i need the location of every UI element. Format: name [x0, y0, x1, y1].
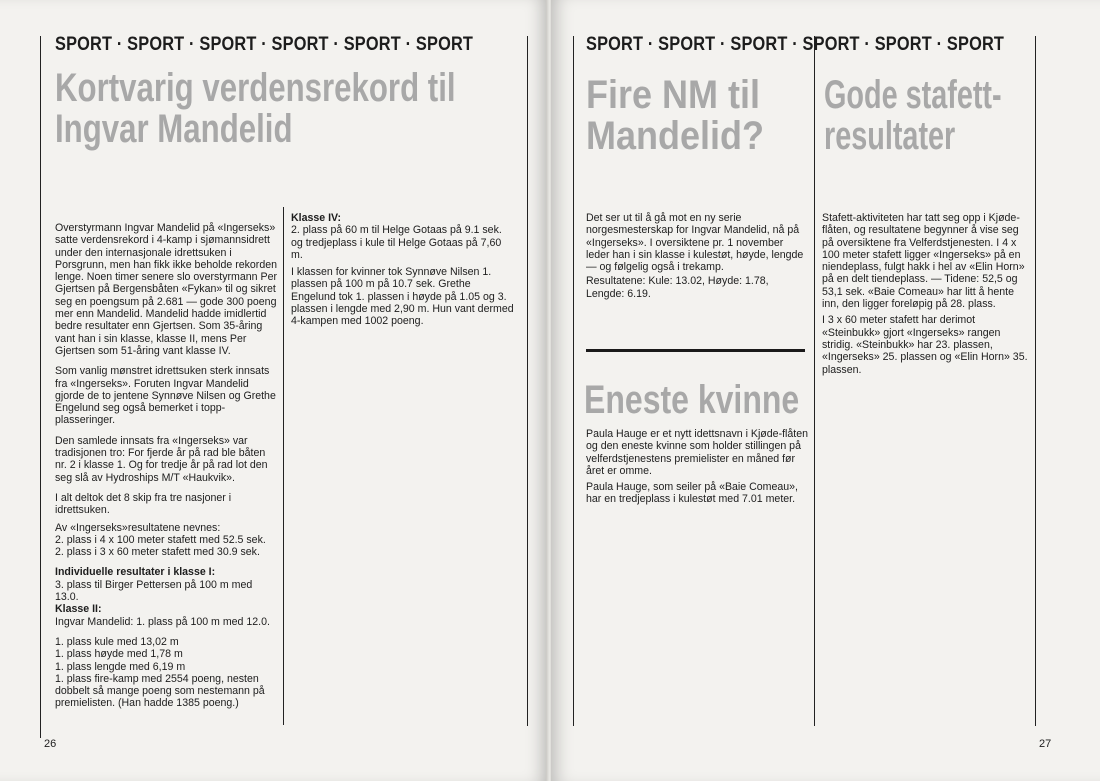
- column-divider: [814, 36, 815, 726]
- paragraph: Paula Hauge, som seiler på «Baie Comeau», har en tredjeplass i kulestøt med 7.01 meter.: [586, 481, 798, 506]
- right-margin-rule: [1035, 36, 1036, 726]
- paragraph: Det ser ut til å gå mot en ny serie norgesmesterskap for Ingvar Mandelid, nå på «Ingerseks». I oversiktene pr. 1 november leder han i sin klasse i kulestøt, høyde, lengde — og følgelig også i trekamp.: [586, 212, 804, 274]
- article-headline: [55, 68, 456, 150]
- stafett-article: [822, 212, 1029, 384]
- section-header: SPORT · SPORT · SPORT · SPORT · SPORT · SPORT: [586, 34, 1005, 55]
- subheading: Individuelle resultater i klasse I:: [55, 566, 216, 579]
- paragraph: Overstyrmann Ingvar Mandelid på «Ingerseks» satte verdensrekord i 4-kamp i sjømannsidrett under den internasjonale idrettsuken i Porsgrunn, men han fikk ikke beholde rekorden lenge. Noen timer senere slo overstyrmann Per Gjertsen på Bergensbåten «Fykan» til og sikret seg en poengsum på 2.681 — gode 300 poeng mer enn Mandelid. Mandelid hadde imidlertid bedre resultater enn Gjertsen. Som 35-åring vant han i sin klasse, klasse II, mens Per Gjertsen som 51-åring vant klasse IV.: [55, 222, 278, 357]
- headline-line-1: Kortvarig verdensrekord til: [55, 66, 456, 110]
- results-intro: Av «Ingerseks»resultatene nevnes:: [55, 521, 221, 534]
- subheading: Klasse II:: [55, 603, 102, 616]
- paragraph: 3. plass til Birger Pettersen på 100 m med 13.0.: [55, 578, 253, 604]
- right-page: [551, 0, 1100, 781]
- paragraph: Ingvar Mandelid: 1. plass på 100 m med 12.0.: [55, 615, 270, 628]
- list-item: 1. plass høyde med 1,78 m: [55, 648, 183, 661]
- section-header: SPORT · SPORT · SPORT · SPORT · SPORT · SPORT: [55, 34, 474, 55]
- left-page: [0, 0, 548, 781]
- left-margin-rule: [40, 36, 41, 738]
- paragraph: Som vanlig mønstret idrettsuken sterk innsats fra «Ingerseks». Foruten Ingvar Mandelid gjorde de to jentene Synnøve Nilsen og Grethe Engelund seg også bemerket i topp-plasseringer.: [55, 365, 276, 427]
- headline-line-1: Gode stafett-: [824, 73, 1002, 117]
- left-margin-rule: [573, 36, 574, 726]
- headline-line-2: Ingvar Mandelid: [55, 106, 293, 151]
- klasse1-block: [55, 566, 277, 627]
- paragraph: Resultatene: Kule: 13.02, Høyde: 1.78, Lengde: 6.19.: [586, 275, 769, 300]
- page-number: 27: [1039, 738, 1052, 750]
- list-item: 1. plass lengde med 6,19 m: [55, 660, 186, 673]
- paragraph: I alt deltok det 8 skip fra tre nasjoner i idrettsuken.: [55, 491, 232, 517]
- result-line: 2. plass i 3 x 60 meter stafett med 30.9 sek.: [55, 546, 260, 559]
- result-line: 2. plass i 4 x 100 meter stafett med 52.5 sek.: [55, 533, 266, 546]
- right-margin-rule: [527, 36, 528, 726]
- page-number: 26: [44, 738, 57, 750]
- column-divider: [283, 207, 284, 725]
- paragraph: Paula Hauge er et nytt idettsnavn i Kjøde-flåten og den eneste kvinne som holder stillingen på velferdstjenestens premielister en måned før året er omme.: [586, 428, 809, 477]
- paragraph: Stafett-aktiviteten har tatt seg opp i Kjøde-flåten, og resultatene begynner å vise seg på oversiktene fra Velferdstjenesten. I 4 x 100 meter stafett ligger «Ingerseks» på en niendeplass, fulgt hakk i hel av «Elin Horn» på en delt tiendeplass. — Tidene: 52,5 og 53,1 sek. «Baie Comeau» har litt å hente inn, den ligger foreløpig på 28. plass.: [822, 212, 1025, 311]
- headline-line-2: resultater: [824, 113, 956, 158]
- list-item: 1. plass kule med 13,02 m: [55, 635, 179, 648]
- nm-headline: [586, 75, 764, 157]
- subheading: Klasse IV:: [291, 212, 342, 224]
- stafett-headline: [824, 75, 1002, 157]
- paragraph: Den samlede innsats fra «Ingerseks» var tradisjonen tro: For fjerde år på rad ble båten nr. 2 i klasse 1. Og for tredje år på rad lot den seg slå av Hydroships M/T «Haukvik».: [55, 434, 268, 484]
- article-column-1: [55, 222, 277, 710]
- paragraph: 2. plass på 60 m til Helge Gotaas på 9.1 sek. og tredjeplass i kule til Helge Gotaas på 7,60 m.: [291, 224, 502, 261]
- paragraph: I 3 x 60 meter stafett har derimot «Steinbukk» gjort «Ingerseks» rangen stridig. «Steinbukk» har 23. plassen, «Ingerseks» 25. plassen og «Elin Horn» 35. plassen.: [822, 314, 1028, 376]
- kvinne-article: [586, 428, 808, 514]
- paragraph: I klassen for kvinner tok Synnøve Nilsen 1. plassen på 100 m på 10.7 sek. Grethe Engelund tok 1. plassen i høyde på 1.05 og 3. plassen i lengde med 2,90 m. Hun vant dermed 4-kampen med 1002 poeng.: [291, 266, 514, 328]
- kvinne-headline: Eneste kvinne: [584, 378, 800, 422]
- list-item: 1. plass fire-kamp med 2554 poeng, nesten dobbelt så mange poeng som nestemann på premielisten. (Han hadde 1385 poeng.): [55, 672, 265, 710]
- article-column-2: [291, 212, 515, 336]
- headline-line-2: Mandelid?: [586, 113, 765, 158]
- headline-line-1: Fire NM til: [586, 73, 761, 117]
- nm-article: [586, 212, 808, 308]
- results-block: [55, 522, 277, 559]
- section-rule: [586, 349, 805, 352]
- klasse2-list: [55, 636, 277, 710]
